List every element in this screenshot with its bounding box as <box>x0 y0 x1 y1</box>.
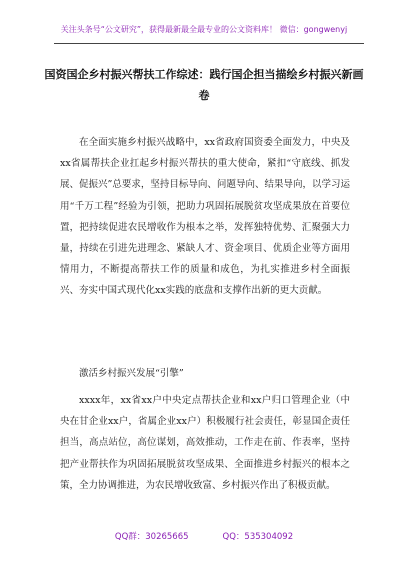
footer-contact <box>0 530 408 542</box>
body-paragraph: xxxx年，xx省xx户中央定点帮扶企业和xx户归口管理企业（中央在甘企业xx户，省属企业xx户）积极履行社会责任，彰显国企责任担当，高点站位，高位谋划，高效推动，工作走在前、作表率，坚持把产业帮扶作为巩固拓展脱贫攻坚成果、全面推进乡村振兴的根本之策，全力协调推进，为农民增收致富、乡村振兴作出了积极贡献。 <box>60 395 350 491</box>
document-title: 国资国企乡村振兴帮扶工作综述：践行国企担当描绘乡村振兴新画卷 <box>44 68 364 102</box>
header-banner: 关注头条号“公文研究”，获得最新最全最专业的公文资料库！ 微信：gongwenyj <box>60 25 348 34</box>
qq-contact-label: QQ：535304092 <box>222 532 294 542</box>
body-paragraph: 在全面实施乡村振兴战略中，xx省政府国资委全面发力，中央及xx省属帮扶企业扛起乡村振兴帮扶的重大使命，紧扣“守底线、抓发展、促振兴”总要求，坚持目标导向、问题导向、结果导向，以学习运用“千万工程”经验为引领，把助力巩固拓展脱贫攻坚成果放在首要位置，把持续促进农民增收作为根本之举，发挥独特优势、汇聚强大力量，持续在引进先进理念、紧缺人才、资金项目、优质企业等方面用情用力，不断提高帮扶工作的质量和成色，为扎实推进乡村全面振兴、夯实中国式现代化xx实践的底盘和支撑作出新的更大贡献。 <box>60 137 350 297</box>
header-divider <box>54 43 364 44</box>
section-heading: 激活乡村振兴发展“引擎” <box>79 368 184 379</box>
qq-group-label: QQ群：30265665 <box>114 532 189 542</box>
